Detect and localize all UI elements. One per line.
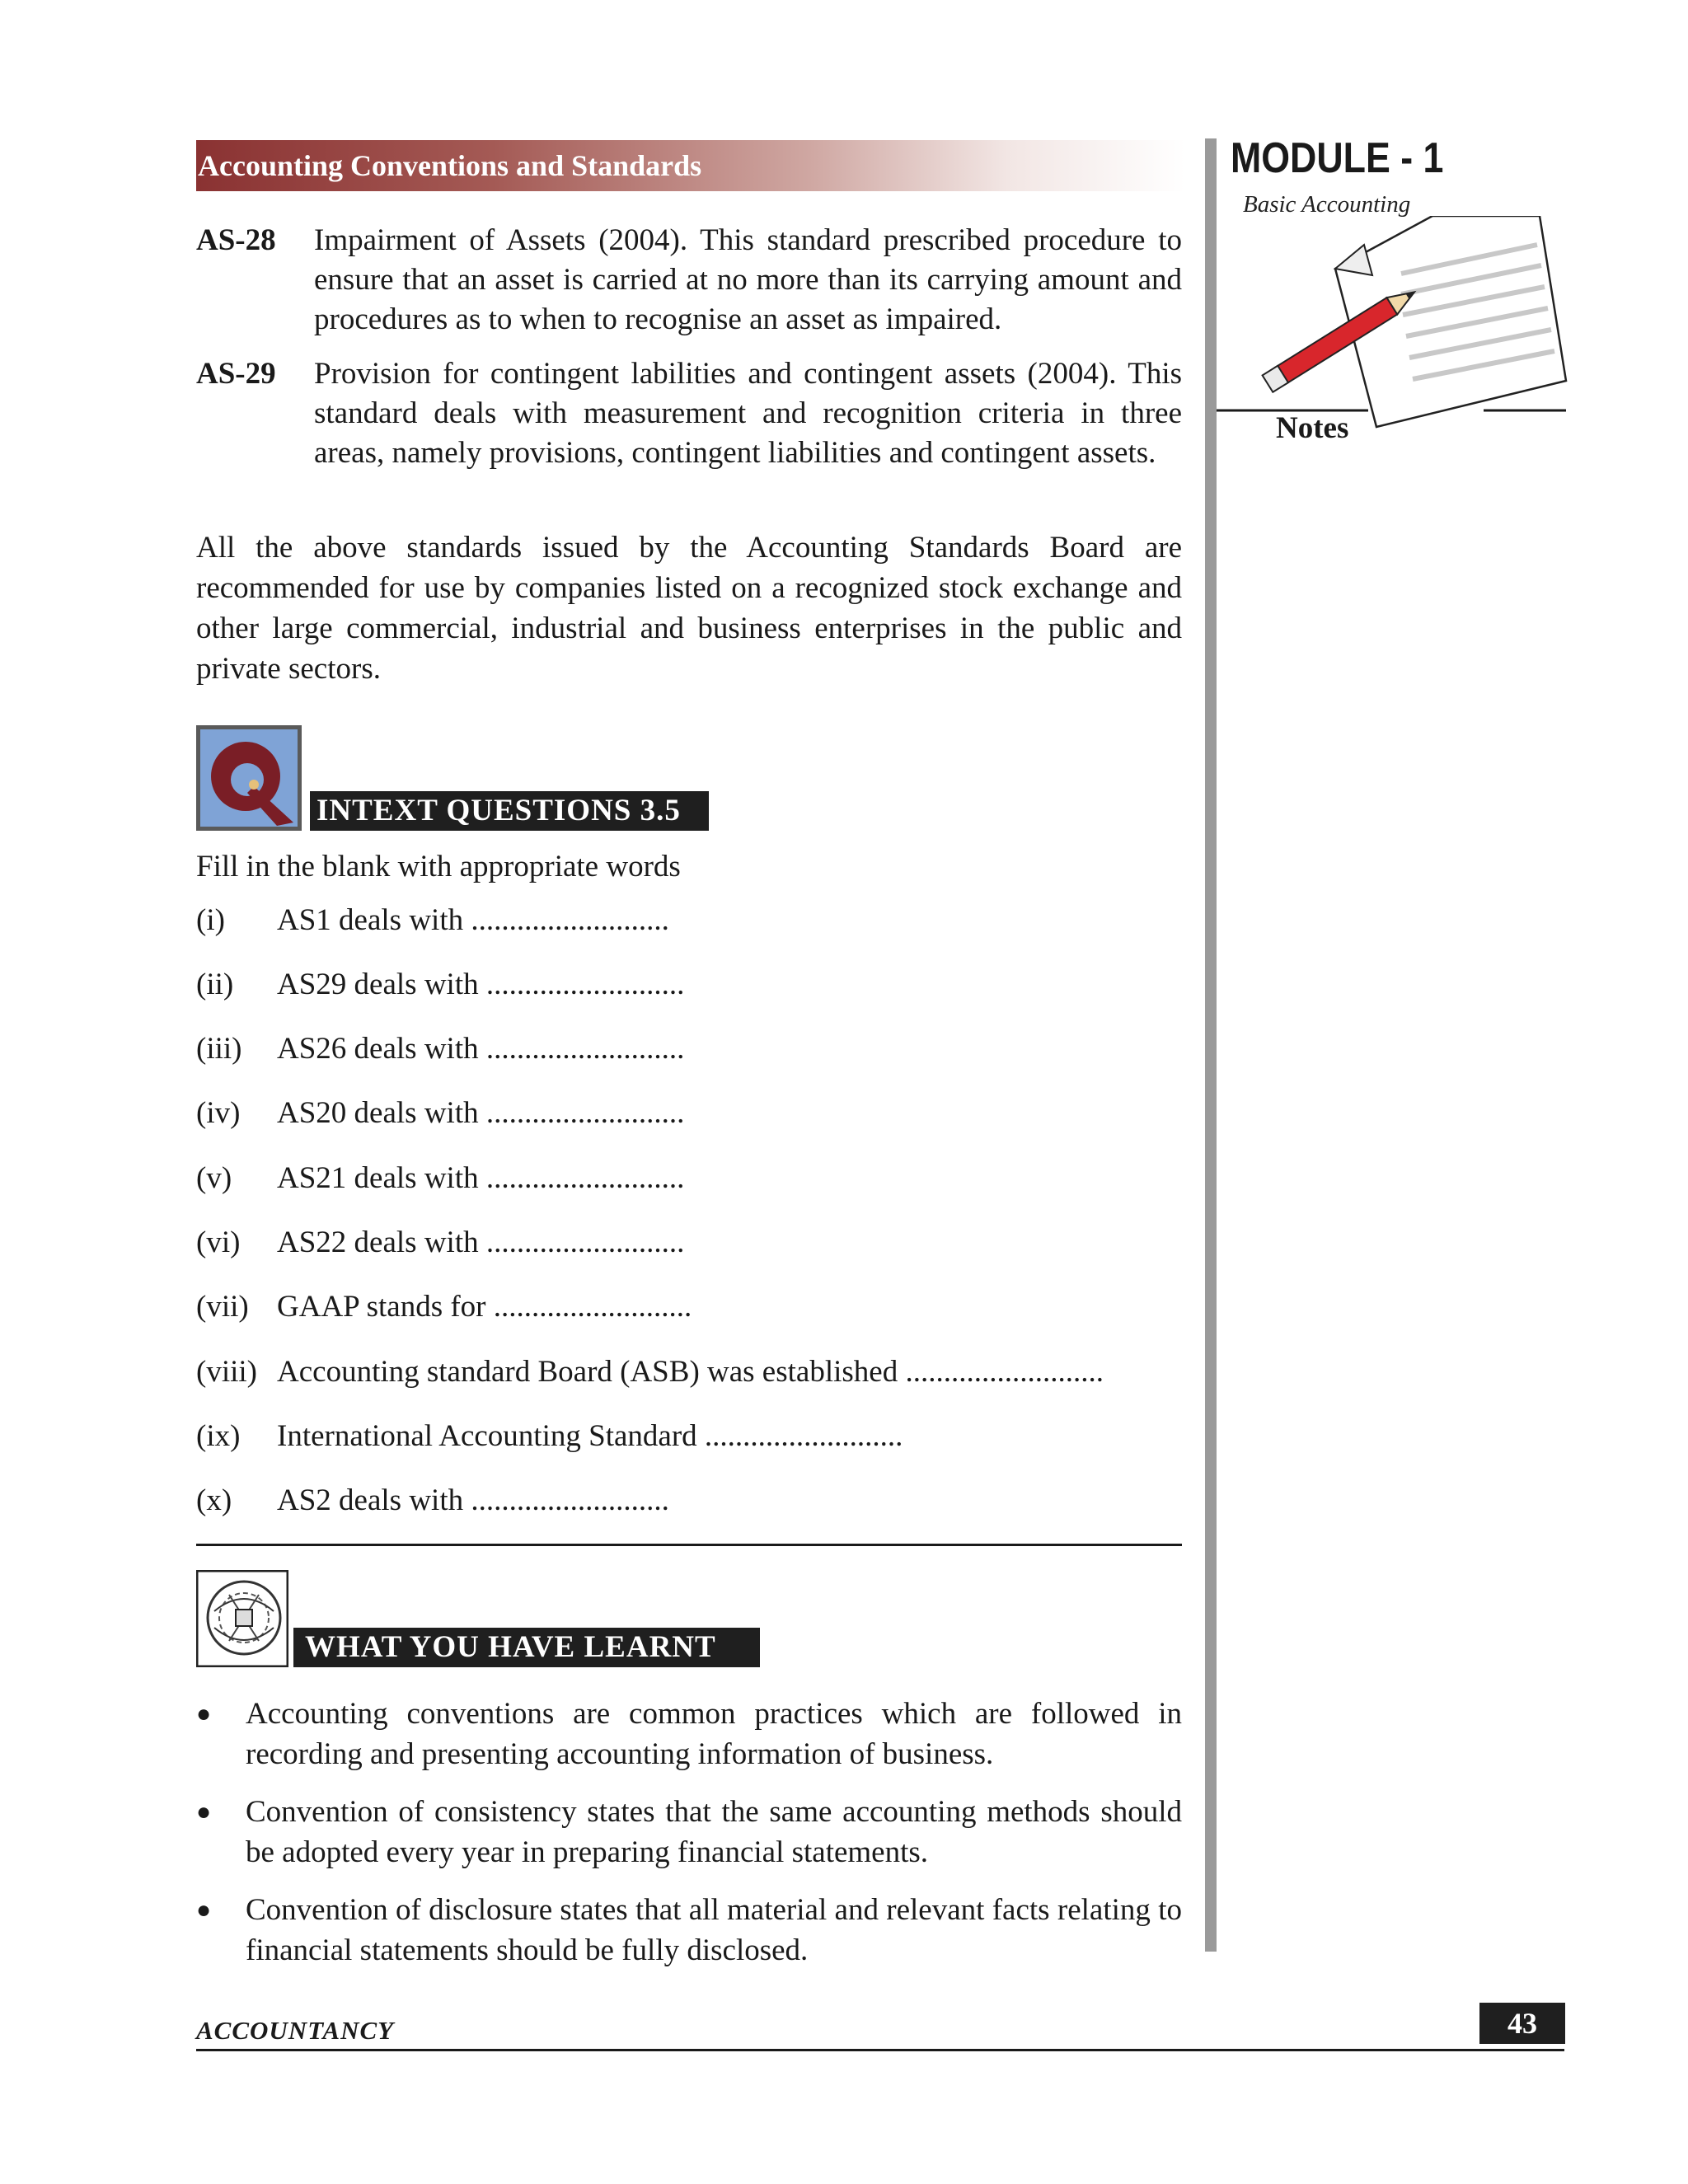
bullet-icon: ●: [196, 1798, 212, 1825]
question-text: AS20 deals with ..........................: [277, 1096, 685, 1130]
bullet-text: Accounting conventions are common practices which are followed in recording and presenting accounting information of business.: [246, 1697, 1182, 1771]
notes-label: Notes: [1276, 411, 1349, 445]
standard-code: AS-28: [196, 223, 276, 257]
question-text: AS21 deals with ..........................: [277, 1161, 685, 1195]
question-number: (x): [196, 1483, 232, 1517]
list-item: [196, 1694, 1182, 1774]
standard-item: [196, 354, 1182, 473]
question-text: International Accounting Standard ..........................: [277, 1419, 903, 1453]
module-subtitle: Basic Accounting: [1243, 191, 1411, 218]
question-text: AS1 deals with ..........................: [277, 903, 669, 937]
chapter-banner: Accounting Conventions and Standards: [196, 140, 1185, 191]
standard-text: Impairment of Assets (2004). This standard prescribed procedure to ensure that an asset is carried at no more than its carrying amount and procedures as to when to recognise an asset as impaired.: [314, 223, 1182, 336]
question-text: AS26 deals with ..........................: [277, 1032, 685, 1066]
question-text: AS2 deals with ..........................: [277, 1483, 669, 1517]
standard-code: AS-29: [196, 357, 276, 391]
question-text: AS29 deals with ..........................: [277, 968, 685, 1001]
learning-icon: [196, 1570, 288, 1667]
standard-item: [196, 221, 1182, 340]
question-number: (ix): [196, 1419, 241, 1453]
bullet-icon: ●: [196, 1700, 212, 1727]
standard-text: Provision for contingent labilities and contingent assets (2004). This standard deals with measurement and recognition criteria in three areas, namely provisions, contingent liabilities and contingent assets.: [314, 357, 1182, 470]
question-number: (v): [196, 1161, 232, 1195]
page-number: 43: [1479, 2003, 1565, 2044]
instruction-text: Fill in the blank with appropriate words: [196, 850, 681, 883]
module-title: MODULE - 1: [1231, 134, 1444, 182]
section-rule: [196, 1544, 1182, 1546]
summary-paragraph: All the above standards issued by the Accounting Standards Board are recommended for use by companies listed on a recognized stock exchange and other large commercial, industrial and business enterprises in the public and private sectors.: [196, 531, 1182, 686]
question-number: (iii): [196, 1032, 242, 1066]
question-number: (ii): [196, 968, 234, 1001]
list-item: [196, 1792, 1182, 1872]
notes-icon: [1212, 216, 1574, 438]
bullet-text: Convention of consistency states that the same accounting methods should be adopted every year in preparing financial statements.: [246, 1795, 1182, 1869]
learnt-heading: WHAT YOU HAVE LEARNT: [293, 1628, 760, 1667]
intext-heading: INTEXT QUESTIONS 3.5: [310, 791, 709, 831]
bullet-text: Convention of disclosure states that all material and relevant facts relating to financial statements should be fully disclosed.: [246, 1893, 1182, 1967]
question-number: (vi): [196, 1226, 241, 1259]
bullet-icon: ●: [196, 1896, 212, 1924]
question-text: AS22 deals with ..........................: [277, 1226, 685, 1259]
question-text: Accounting standard Board (ASB) was established ..........................: [277, 1355, 1104, 1389]
question-number: (vii): [196, 1290, 249, 1324]
footer-rule: [196, 2049, 1564, 2051]
question-number: (i): [196, 903, 225, 937]
question-number: (viii): [196, 1355, 257, 1389]
question-text: GAAP stands for ..........................: [277, 1290, 692, 1324]
question-icon: [196, 725, 302, 831]
list-item: [196, 1890, 1182, 1971]
question-number: (iv): [196, 1096, 241, 1130]
footer-subject: ACCOUNTANCY: [196, 2016, 395, 2045]
